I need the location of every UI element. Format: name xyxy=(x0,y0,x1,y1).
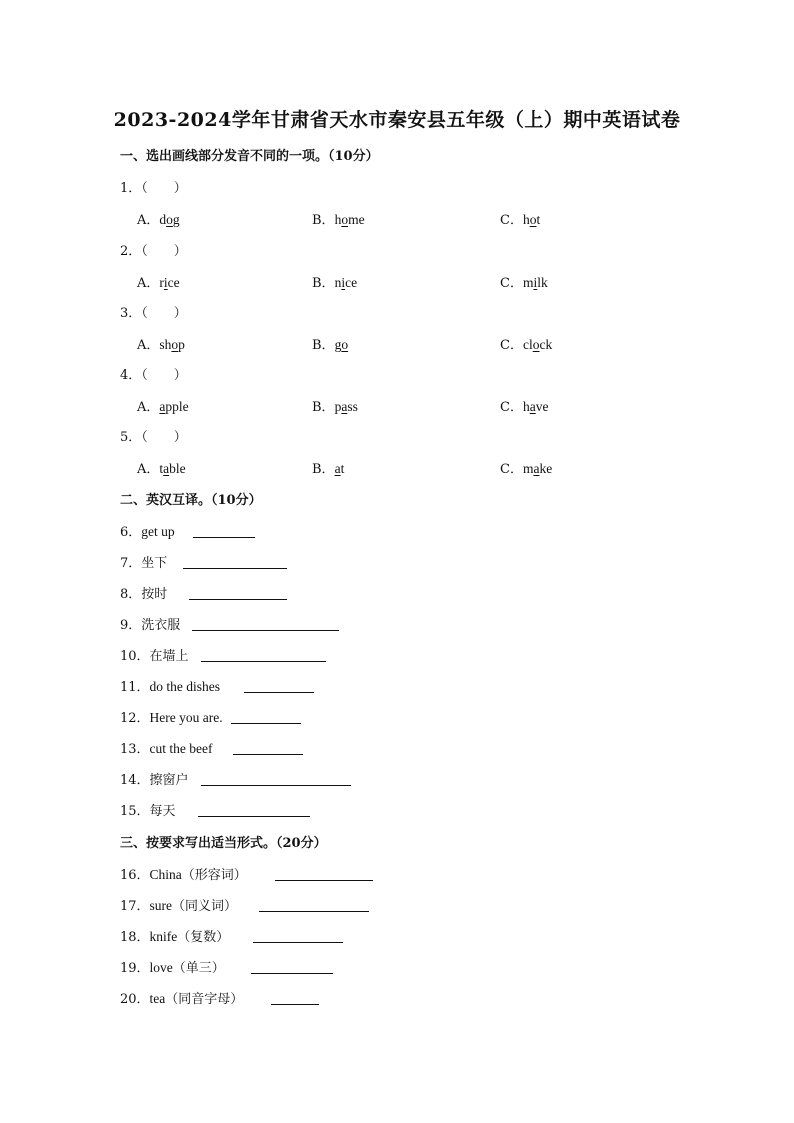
word-suffix: ke xyxy=(539,461,553,476)
answer-option[interactable] xyxy=(500,209,540,228)
answer-option[interactable] xyxy=(137,396,189,415)
option-letter: C． xyxy=(500,462,523,477)
answer-option[interactable] xyxy=(500,458,552,477)
word-suffix: ble xyxy=(169,461,186,476)
item-word: knife xyxy=(149,929,178,944)
word-prefix: p xyxy=(334,399,342,414)
answer-blank[interactable] xyxy=(201,772,351,786)
option-letter: B． xyxy=(312,338,335,353)
option-letter: B． xyxy=(312,213,335,228)
word-suffix: pple xyxy=(165,399,189,414)
underlined-letters: o xyxy=(529,212,537,227)
word-prefix: n xyxy=(334,275,342,290)
word-prefix: cl xyxy=(522,337,533,352)
option-letter: B． xyxy=(312,400,335,415)
item-number: 6． xyxy=(120,525,142,540)
word-suffix: ss xyxy=(347,399,358,414)
word-prefix: h xyxy=(522,399,530,414)
underlined-letters: i xyxy=(341,275,346,290)
item-text: 擦窗户 xyxy=(149,773,189,788)
option-word xyxy=(523,275,548,290)
item-hint: （复数） xyxy=(177,930,230,945)
answer-option[interactable] xyxy=(137,334,185,353)
question-number: 2．（ ） xyxy=(120,244,187,259)
answer-blank[interactable] xyxy=(201,648,326,662)
item-word: love xyxy=(149,960,173,975)
option-word xyxy=(335,337,349,352)
item-hint: （形容词） xyxy=(181,868,247,883)
word-suffix: ce xyxy=(167,275,180,290)
underlined-letters: a xyxy=(159,399,166,414)
word-prefix: h xyxy=(334,212,342,227)
answer-option[interactable] xyxy=(312,272,357,291)
translation-item xyxy=(120,583,287,602)
option-letter: A． xyxy=(137,276,160,291)
answer-option[interactable] xyxy=(312,458,344,477)
answer-option[interactable] xyxy=(137,209,180,228)
word-suffix: g xyxy=(172,212,180,227)
item-word: sure xyxy=(149,898,173,913)
item-number: 12． xyxy=(120,711,150,726)
translation-item xyxy=(120,676,314,695)
item-number: 19． xyxy=(120,961,150,976)
word-suffix: t xyxy=(340,461,345,476)
item-number: 7． xyxy=(120,556,142,571)
answer-blank[interactable] xyxy=(189,586,287,600)
section-1-heading: 一、选出画线部分发音不同的一项。（10分） xyxy=(120,149,379,164)
word-suffix: me xyxy=(348,212,365,227)
item-text: cut the beef xyxy=(149,741,213,756)
underlined-letters: a xyxy=(341,399,348,414)
translation-item xyxy=(120,614,339,633)
option-word xyxy=(159,461,185,476)
option-letter: C． xyxy=(500,276,523,291)
question-number: 1．（ ） xyxy=(120,181,187,196)
word-suffix: ve xyxy=(535,399,549,414)
option-word xyxy=(335,275,358,290)
word-prefix: h xyxy=(522,212,530,227)
item-hint: （单三） xyxy=(172,961,225,976)
item-text: 在墙上 xyxy=(149,649,189,664)
word-form-item xyxy=(120,895,369,914)
answer-blank[interactable] xyxy=(251,960,333,974)
option-word xyxy=(335,212,365,227)
answer-blank[interactable] xyxy=(275,867,373,881)
word-suffix: ce xyxy=(345,275,358,290)
translation-item xyxy=(120,769,351,788)
option-letter: A． xyxy=(137,400,160,415)
answer-blank[interactable] xyxy=(192,617,339,631)
answer-blank[interactable] xyxy=(183,555,287,569)
question-number: 3．（ ） xyxy=(120,306,187,321)
option-letter: B． xyxy=(312,276,335,291)
underlined-letters: o xyxy=(532,337,540,352)
option-letter: C． xyxy=(500,400,523,415)
underlined-letters: o xyxy=(166,212,173,227)
word-prefix: d xyxy=(159,212,167,227)
underlined-letters: o xyxy=(341,212,349,227)
underlined-letters: a xyxy=(533,461,540,476)
answer-option[interactable] xyxy=(137,458,186,477)
answer-blank[interactable] xyxy=(244,679,314,693)
word-prefix: g xyxy=(334,337,342,352)
section-3-heading: 三、按要求写出适当形式。（20分） xyxy=(120,836,327,851)
option-word xyxy=(523,212,540,227)
item-hint: （同音字母） xyxy=(165,992,244,1007)
question-number: 4．（ ） xyxy=(120,368,187,383)
item-number: 13． xyxy=(120,742,150,757)
answer-blank[interactable] xyxy=(198,803,310,817)
item-hint: （同义词） xyxy=(172,899,238,914)
option-word xyxy=(523,461,552,476)
item-number: 18． xyxy=(120,930,150,945)
translation-item xyxy=(120,645,326,664)
answer-blank[interactable] xyxy=(233,741,303,755)
underlined-letters: o xyxy=(341,337,349,352)
item-number: 16． xyxy=(120,868,150,883)
underlined-letters: a xyxy=(334,461,341,476)
answer-option[interactable] xyxy=(500,272,548,291)
item-number: 17． xyxy=(120,899,150,914)
word-form-item xyxy=(120,864,373,883)
underlined-letters: o xyxy=(171,337,179,352)
item-text: get up xyxy=(141,524,175,539)
answer-option[interactable] xyxy=(500,396,548,415)
option-word xyxy=(335,399,358,414)
word-form-item xyxy=(120,957,333,976)
option-letter: C． xyxy=(500,338,523,353)
option-word xyxy=(159,212,179,227)
item-text: 按时 xyxy=(141,587,168,602)
answer-blank[interactable] xyxy=(271,991,319,1005)
translation-item xyxy=(120,738,303,757)
word-form-item xyxy=(120,988,319,1007)
translation-item xyxy=(120,707,301,726)
item-number: 14． xyxy=(120,773,150,788)
answer-option[interactable] xyxy=(500,334,552,353)
option-word xyxy=(159,337,185,352)
option-letter: A． xyxy=(137,338,160,353)
answer-blank[interactable] xyxy=(253,929,343,943)
option-letter: B． xyxy=(312,462,335,477)
item-text: Here you are. xyxy=(149,710,223,725)
word-prefix: m xyxy=(522,461,534,476)
option-word xyxy=(159,275,179,290)
option-letter: A． xyxy=(137,213,160,228)
item-number: 10． xyxy=(120,649,150,664)
option-word xyxy=(523,399,549,414)
option-word xyxy=(335,461,345,476)
item-number: 9． xyxy=(120,618,142,633)
underlined-letters: i xyxy=(163,275,168,290)
answer-blank[interactable] xyxy=(231,710,301,724)
answer-blank[interactable] xyxy=(193,524,255,538)
translation-item xyxy=(120,521,255,540)
item-text: 坐下 xyxy=(141,556,168,571)
word-prefix: t xyxy=(159,461,164,476)
option-letter: A． xyxy=(137,462,160,477)
answer-blank[interactable] xyxy=(259,898,369,912)
section-2-heading: 二、英汉互译。（10分） xyxy=(120,493,262,508)
answer-option[interactable] xyxy=(137,272,180,291)
item-text: 洗衣服 xyxy=(141,618,181,633)
item-text: do the dishes xyxy=(149,679,221,694)
option-word xyxy=(159,399,188,414)
item-number: 15． xyxy=(120,804,150,819)
item-number: 20． xyxy=(120,992,150,1007)
underlined-letters: a xyxy=(163,461,170,476)
exam-title: 2023-2024学年甘肃省天水市秦安县五年级（上）期中英语试卷 xyxy=(113,109,681,131)
answer-option[interactable] xyxy=(312,334,348,353)
word-prefix: r xyxy=(159,275,164,290)
item-number: 11． xyxy=(120,680,150,695)
underlined-letters: i xyxy=(533,275,538,290)
word-suffix: p xyxy=(178,337,185,352)
item-word: China xyxy=(149,867,182,882)
item-word: tea xyxy=(149,991,166,1006)
word-prefix: m xyxy=(522,275,534,290)
translation-item xyxy=(120,800,310,819)
word-suffix: lk xyxy=(537,275,548,290)
underlined-letters: a xyxy=(529,399,536,414)
answer-option[interactable] xyxy=(312,396,358,415)
word-suffix: ck xyxy=(539,337,553,352)
word-suffix: t xyxy=(536,212,541,227)
word-prefix: sh xyxy=(159,337,172,352)
option-word xyxy=(523,337,552,352)
answer-option[interactable] xyxy=(312,209,365,228)
word-form-item xyxy=(120,926,343,945)
item-text: 每天 xyxy=(149,804,176,819)
question-number: 5．（ ） xyxy=(120,430,187,445)
item-number: 8． xyxy=(120,587,142,602)
option-letter: C． xyxy=(500,213,523,228)
translation-item xyxy=(120,552,287,571)
